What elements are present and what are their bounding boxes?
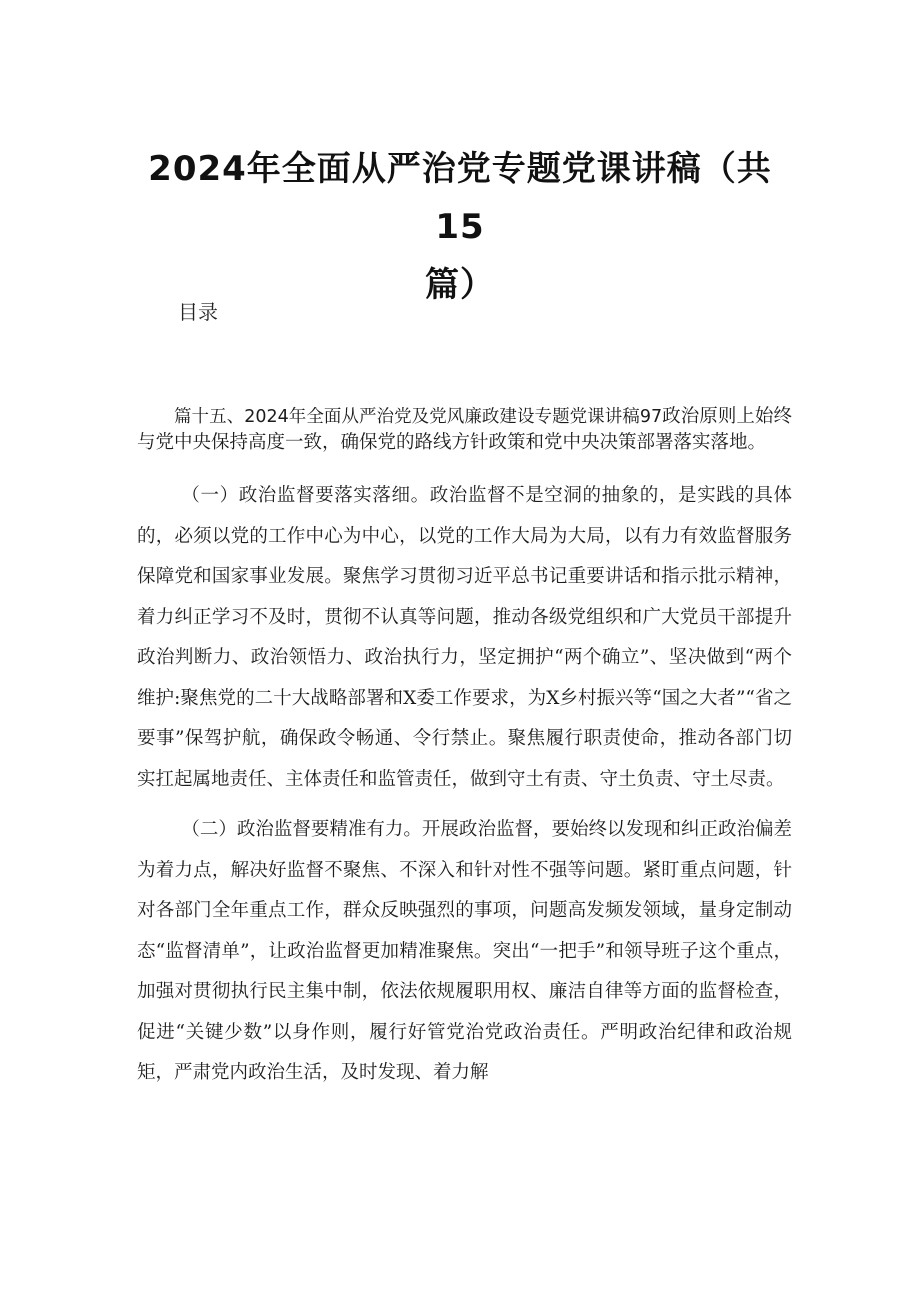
- section-2-paragraph: （二）政治监督要精准有力。开展政治监督，要始终以发现和纠正政治偏差为着力点，解决好监督不聚焦、不深入和针对性不强等问题。紧盯重点问题，针对各部门全年重点工作，群众反映强烈的事项，问题高发频发领域，量身定制动态“监督清单”，让政治监督更加精准聚焦。突出“一把手”和领导班子这个重点，加强对贯彻执行民主集中制，依法依规履职用权、廉洁自律等方面的监督检查，促进“关键少数”以身作则，履行好管党治党政治责任。严明政治纪律和政治规矩，严肃党内政治生活，及时发现、着力解: [137, 819, 792, 1083]
- document-body: [137, 404, 792, 1094]
- intro-text: 政治原则上始终与党中央保持高度一致，确保党的路线方针政策和党中央决策部署落实落地。: [137, 406, 792, 453]
- toc-entry: 篇十五、2024年全面从严治党及党风廉政建设专题党课讲稿97: [174, 407, 663, 427]
- title-line-2: 篇）: [425, 265, 495, 305]
- section-1-paragraph: （一）政治监督要落实落细。政治监督不是空洞的抽象的，是实践的具体的，必须以党的工作中心为中心，以党的工作大局为大局，以有力有效监督服务保障党和国家事业发展。聚焦学习贯彻习近平总书记重要讲话和指示批示精神，着力纠正学习不及时，贯彻不认真等问题，推动各级党组织和广大党员干部提升政治判断力、政治领悟力、政治执行力，坚定拥护“两个确立”、坚决做到“两个维护:聚焦党的二十大战略部署和X委工作要求，为X乡村振兴等“国之大者”“省之要事”保驾护航，确保政令畅通、令行禁止。聚焦履行职责使命，推动各部门切实扛起属地责任、主体责任和监管责任，做到守土有责、守土负责、守土尽责。: [137, 485, 792, 790]
- intro-paragraph: [137, 404, 792, 456]
- document-title: [130, 140, 790, 314]
- toc-heading: 目录: [178, 300, 218, 324]
- title-line-1: 2024年全面从严治党专题党课讲稿（共15: [148, 149, 772, 247]
